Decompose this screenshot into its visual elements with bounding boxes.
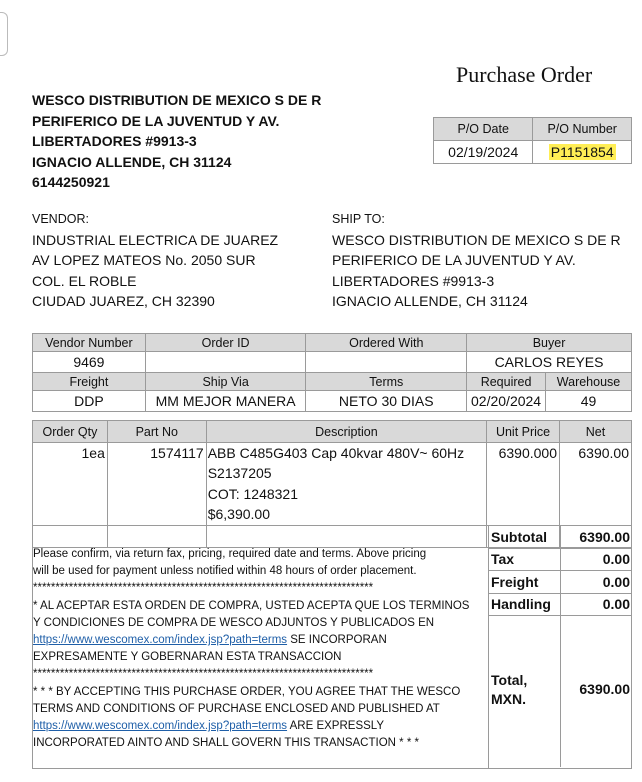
separator-stars-2: ****************************************************************************: [33, 668, 374, 681]
po-number-cell: [533, 141, 632, 164]
handling-value: 0.00: [602, 596, 630, 613]
line-description-2: S2137205: [207, 465, 272, 482]
separator-stars-1: ****************************************************************************: [33, 582, 374, 595]
qty-header: Order Qty: [33, 421, 108, 443]
freight-header: Freight: [33, 373, 146, 391]
ship-to-block: [332, 212, 621, 311]
english-terms-1: * * * BY ACCEPTING THIS PURCHASE ORDER, YOU AGREE THAT THE WESCO: [33, 685, 461, 698]
english-terms-4: INCORPORATED AINTO AND SHALL GOVERN THIS TRANSACTION * * *: [33, 737, 419, 750]
vendor-number: 9469: [33, 352, 146, 373]
total-row: [489, 616, 632, 767]
company-name: WESCO DISTRIBUTION DE MEXICO S DE R: [32, 92, 322, 108]
vendor-block: [32, 212, 278, 311]
spanish-terms-2: Y CONDICIONES DE COMPRA DE WESCO ADJUNTOS Y PUBLICADOS EN: [33, 616, 435, 629]
terms-notes: [33, 526, 489, 768]
part-header: Part No: [107, 421, 206, 443]
net-header: Net: [560, 421, 632, 443]
vendor-line3: CIUDAD JUAREZ, CH 32390: [32, 292, 215, 309]
english-terms-3: [33, 718, 488, 735]
confirm-note-2: will be used for payment unless notified within 48 hours of order placement.: [33, 565, 417, 578]
total-label: [489, 616, 561, 767]
spanish-terms-1: * AL ACEPTAR ESTA ORDEN DE COMPRA, USTED ACEPTA QUE LOS TERMINOS: [33, 599, 470, 612]
order-info-table: [32, 333, 632, 412]
vendor-name: INDUSTRIAL ELECTRICA DE JUAREZ: [32, 232, 279, 248]
ordered-with: [306, 352, 467, 373]
ship-to-name: WESCO DISTRIBUTION DE MEXICO S DE R: [332, 232, 621, 248]
subtotal-label: Subtotal: [489, 526, 561, 548]
spanish-terms-3-tail: SE INCORPORAN: [287, 634, 387, 647]
subtotal-row: [489, 526, 632, 549]
english-terms-3-tail: ARE EXPRESSLY: [287, 720, 385, 733]
freight: DDP: [33, 391, 146, 412]
buyer: CARLOS REYES: [467, 352, 632, 373]
freight-total-label: Freight: [489, 571, 561, 593]
po-date: 02/19/2024: [434, 141, 533, 164]
side-panel-tab[interactable]: [0, 12, 8, 56]
company-phone: 6144250921: [32, 174, 110, 190]
company-line1: PERIFERICO DE LA JUVENTUD Y AV.: [32, 112, 280, 129]
ship-via: MM MEJOR MANERA: [145, 391, 306, 412]
freight-row: [489, 571, 632, 594]
buyer-header: Buyer: [467, 334, 632, 352]
spanish-terms-4: EXPRESAMENTE Y GOBERNARAN ESTA TRANSACCION: [33, 651, 342, 664]
warehouse: 49: [546, 391, 632, 412]
order-id-header: Order ID: [145, 334, 306, 352]
order-id: [145, 352, 306, 373]
company-address: [32, 90, 321, 193]
po-number-header: P/O Number: [533, 118, 632, 141]
tax-value: 0.00: [602, 551, 630, 568]
po-date-header: P/O Date: [434, 118, 533, 141]
ship-to-line1: PERIFERICO DE LA JUVENTUD Y AV.: [332, 252, 576, 269]
company-line3: IGNACIO ALLENDE, CH 31124: [32, 153, 232, 170]
vendor-label: VENDOR:: [32, 212, 89, 226]
vendor-line1: AV LOPEZ MATEOS No. 2050 SUR: [32, 252, 256, 269]
tax-label: Tax: [489, 549, 561, 571]
subtotal-value: 6390.00: [579, 528, 630, 545]
unit-price-header: Unit Price: [487, 421, 560, 443]
description-header: Description: [206, 421, 486, 443]
po-info-table: [433, 117, 632, 164]
english-terms-2: TERMS AND CONDITIONS OF PURCHASE ENCLOSED AND PUBLISHED AT: [33, 702, 440, 715]
terms: NETO 30 DIAS: [306, 391, 467, 412]
totals-panel: [489, 526, 632, 767]
total-value: 6390.00: [579, 681, 630, 697]
total-label-1: Total,: [491, 672, 528, 688]
line-qty: 1ea: [33, 443, 108, 548]
handling-label: Handling: [489, 594, 561, 616]
company-line2: LIBERTADORES #9913-3: [32, 133, 197, 149]
line-part: 1574117: [107, 443, 206, 548]
line-unit-price: 6390.000: [487, 443, 560, 548]
freight-total-value: 0.00: [602, 573, 630, 590]
ship-via-header: Ship Via: [145, 373, 306, 391]
required-date: 02/20/2024: [467, 391, 546, 412]
po-number: P1151854: [550, 144, 614, 160]
ship-to-line2: LIBERTADORES #9913-3: [332, 272, 495, 289]
handling-row: [489, 594, 632, 617]
required-header: Required: [467, 373, 546, 391]
document-title: Purchase Order: [456, 62, 593, 87]
ordered-with-header: Ordered With: [306, 334, 467, 352]
ship-to-line3: IGNACIO ALLENDE, CH 31124: [332, 292, 528, 309]
ship-to-label: SHIP TO:: [332, 212, 385, 226]
line-description-3: COT: 1248321: [207, 485, 299, 502]
confirm-note-1: Please confirm, via return fax, pricing, required date and terms. Above pricing: [33, 548, 427, 560]
footer-section: [32, 525, 632, 769]
warehouse-header: Warehouse: [546, 373, 632, 391]
english-terms-link[interactable]: https://www.wescomex.com/index.jsp?path=terms: [33, 720, 288, 733]
line-net: 6390.00: [560, 443, 632, 548]
line-description-4: $6,390.00: [207, 505, 271, 522]
spanish-terms-link[interactable]: https://www.wescomex.com/index.jsp?path=terms: [33, 634, 288, 647]
total-label-2: MXN.: [491, 691, 526, 707]
line-description-1: ABB C485G403 Cap 40kvar 480V~ 60Hz: [207, 445, 465, 461]
spanish-terms-3: [33, 632, 488, 649]
vendor-number-header: Vendor Number: [33, 334, 146, 352]
tax-row: [489, 549, 632, 572]
vendor-line2: COL. EL ROBLE: [32, 272, 137, 289]
terms-header: Terms: [306, 373, 467, 391]
